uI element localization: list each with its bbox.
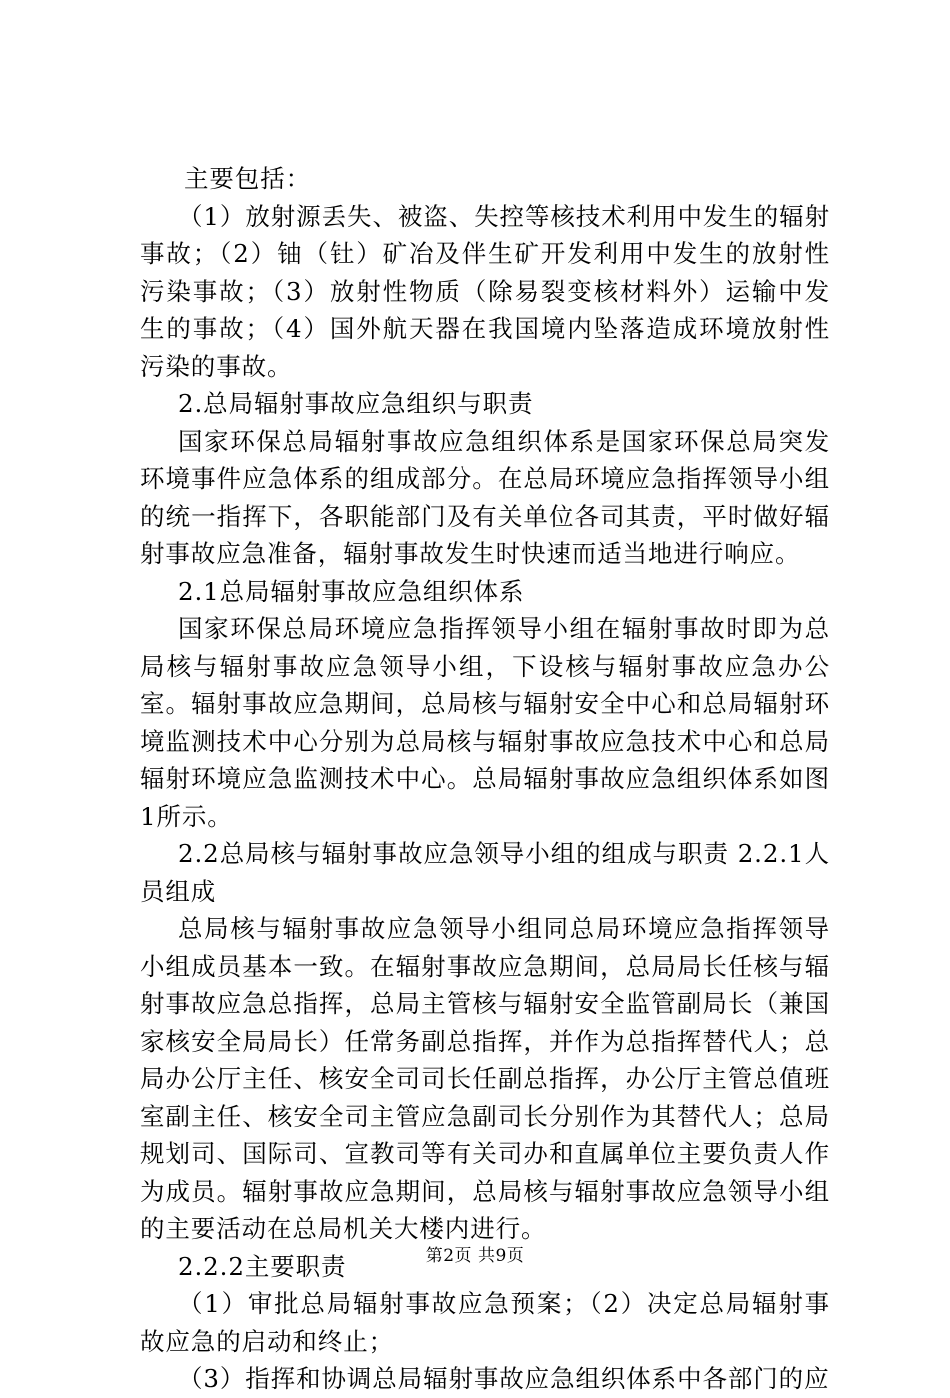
heading-section-2-2-2: 2.2.2主要职责 <box>178 1251 347 1281</box>
paragraph-duties-3: （3）指挥和协调总局辐射事故应急组织体系中各部门的应 <box>178 1364 830 1393</box>
heading-section-2-2: 2.2总局核与辐射事故应急领导小组的组成与职责 2.2.1人员组成 <box>140 839 830 906</box>
paragraph-scope-list: （1）放射源丢失、被盗、失控等核技术利用中发生的辐射事故；（2）铀（钍）矿冶及伴生矿开发利用中发生的放射性污染事故；（3）放射性物质（除易裂变核材料外）运输中发生的事故；（4）国外航天器在我国境内坠落造成环境放射性污染的事故。 <box>140 201 830 381</box>
paragraph-duties-1-2: （1）审批总局辐射事故应急预案；（2）决定总局辐射事故应急的启动和终止； <box>140 1289 830 1356</box>
paragraph-section-2-1: 国家环保总局环境应急指挥领导小组在辐射事故时即为总局核与辐射事故应急领导小组，下设核与辐射事故应急办公室。辐射事故应急期间，总局核与辐射安全中心和总局辐射环境监测技术中心分别为总局核与辐射事故应急技术中心和总局辐射环境应急监测技术中心。总局辐射事故应急组织体系如图1所示。 <box>140 614 830 831</box>
paragraph-section-2-2-1: 总局核与辐射事故应急领导小组同总局环境应急指挥领导小组成员基本一致。在辐射事故应急期间，总局局长任核与辐射事故应急总指挥，总局主管核与辐射安全监管副局长（兼国家核安全局局长）任常务副总指挥，并作为总指挥替代人；总局办公厅主任、核安全司司长任副总指挥，办公厅主管总值班室副主任、核安全司主管应急副司长分别作为其替代人；总局规划司、国际司、宣教司等有关司办和直属单位主要负责人作为成员。辐射事故应急期间，总局核与辐射事故应急领导小组的主要活动在总局机关大楼内进行。 <box>140 914 830 1243</box>
heading-section-2: 2.总局辐射事故应急组织与职责 <box>178 389 534 418</box>
document-body <box>140 160 830 1398</box>
heading-section-2-1: 2.1总局辐射事故应急组织体系 <box>178 576 525 606</box>
paragraph-section-2: 国家环保总局辐射事故应急组织体系是国家环保总局突发环境事件应急体系的组成部分。在总局环境应急指挥领导小组的统一指挥下，各职能部门及有关单位各司其责，平时做好辐射事故应急准备，辐射事故发生时快速而适当地进行响应。 <box>140 426 830 568</box>
paragraph-scope-intro: 主要包括： <box>184 164 311 193</box>
page-number-footer: 第2页 共9页 <box>425 1246 525 1266</box>
